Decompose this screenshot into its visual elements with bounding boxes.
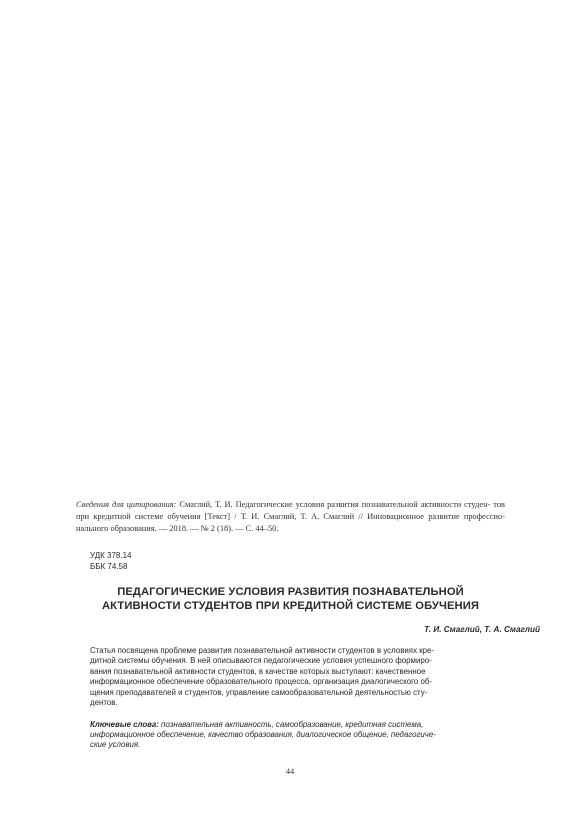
citation-lead: Сведения для цитирования: xyxy=(76,500,177,509)
citation-line-2: тов при кредитной системе обучения [Текст] / Т. И. Смаглий, Т. А. Смаглий // Инновационное развитие профессио- xyxy=(76,500,505,522)
article-title xyxy=(76,586,505,614)
bbk-code: ББК 74.58 xyxy=(90,561,128,571)
title-line-1: ПЕДАГОГИЧЕСКИЕ УСЛОВИЯ РАЗВИТИЯ ПОЗНАВАТЕЛЬНОЙ xyxy=(117,586,464,598)
abstract-line: вания познавательной активности студентов, в качестве которых выступают: качественное xyxy=(90,666,426,676)
citation-block xyxy=(76,499,505,536)
abstract-line: дентов. xyxy=(90,698,118,708)
keywords-text-2: информационное обеспечение, качество образования, диалогическое общение, педагогиче- xyxy=(90,730,436,740)
keywords-label: Ключевые слова: xyxy=(90,720,159,729)
keywords xyxy=(90,720,521,751)
abstract-line: информационное обеспечение образовательного процесса, организация диалогического об- xyxy=(90,677,433,687)
keywords-text-3: ские условия. xyxy=(90,740,141,750)
citation-line-1: Смаглий, Т. И. Педагогические условия развития познавательной активности студен- xyxy=(176,500,491,509)
authors: Т. И. Смаглий, Т. А. Смаглий xyxy=(424,625,540,634)
classification-codes xyxy=(90,551,132,572)
keywords-text-1: познавательная активность, самообразование, кредитная система, xyxy=(158,720,424,729)
abstract-line: Статья посвящена проблеме развития познавательной активности студентов в условиях кре- xyxy=(90,646,435,655)
abstract-line: щения преподавателей и студентов, управление самообразовательной деятельностью сту- xyxy=(90,687,428,697)
page-number: 44 xyxy=(285,767,295,776)
abstract xyxy=(90,646,521,708)
keywords-line-1 xyxy=(90,720,521,730)
udk-code: УДК 378.14 xyxy=(90,551,132,560)
citation-line-3: нального образования. — 2018. — № 2 (18). — С. 44–50. xyxy=(76,524,279,534)
title-line-2: АКТИВНОСТИ СТУДЕНТОВ ПРИ КРЕДИТНОЙ СИСТЕМЕ ОБУЧЕНИЯ xyxy=(102,599,479,612)
abstract-line: дитной системы обучения. В ней описываются педагогические условия успешного формиро- xyxy=(90,656,432,666)
